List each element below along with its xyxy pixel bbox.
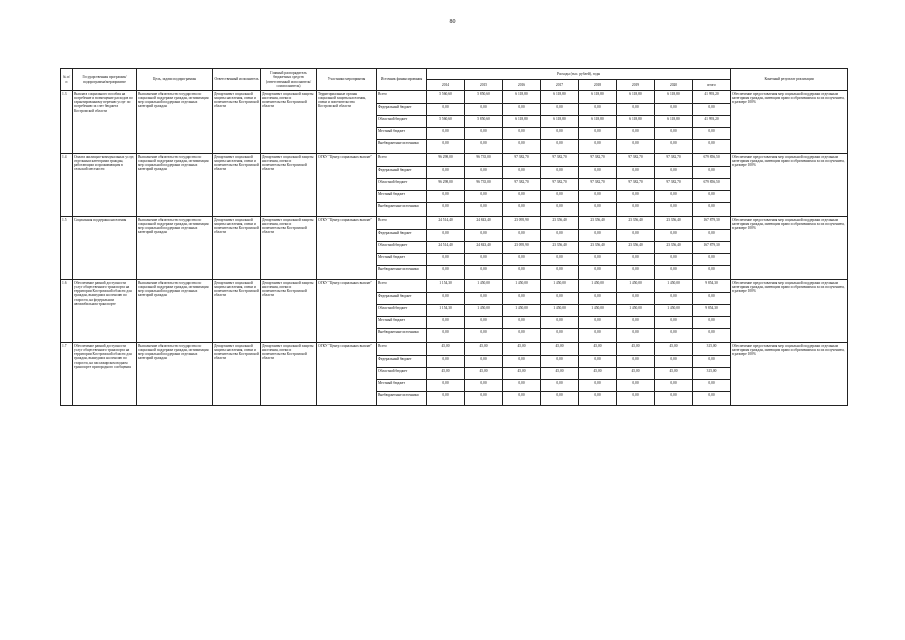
expense-value: 23 356,40 (655, 217, 693, 230)
responsible-executor: Департамент социальной защиты населения, опеки и попечительства Костромской области (213, 91, 261, 154)
participants: ОГКУ "Центр социальных выплат" (317, 280, 377, 343)
expense-value: 0,00 (541, 329, 579, 343)
expense-value: 0,00 (617, 293, 655, 305)
expense-value: 23 095,90 (503, 242, 541, 254)
expense-value: 0,00 (503, 167, 541, 179)
expense-value: 0,00 (617, 191, 655, 203)
expense-value: 0,00 (579, 317, 617, 329)
expense-value: 0,00 (427, 293, 465, 305)
expense-value: 0,00 (427, 230, 465, 242)
expense-value: 23 356,40 (541, 217, 579, 230)
expense-value: 0,00 (579, 380, 617, 392)
expense-value: 0,00 (465, 203, 503, 217)
expense-value: 0,00 (465, 392, 503, 406)
expense-value: 1 450,00 (541, 305, 579, 317)
expense-total: 679 856,50 (693, 154, 731, 167)
expense-value: 0,00 (427, 254, 465, 266)
header-result: Конечный результат реализации (731, 69, 848, 91)
funding-source: Областной бюджет (377, 179, 427, 191)
expense-value: 45,00 (617, 343, 655, 356)
expense-total: 0,00 (693, 167, 731, 179)
expense-total: 0,00 (693, 230, 731, 242)
expense-total: 9 854,30 (693, 280, 731, 293)
expense-value: 23 356,40 (579, 217, 617, 230)
expense-value: 0,00 (541, 392, 579, 406)
participants: ОГКУ "Центр социальных выплат" (317, 217, 377, 280)
expense-total: 0,00 (693, 128, 731, 140)
expense-value: 1 450,00 (579, 280, 617, 293)
expense-value: 0,00 (427, 203, 465, 217)
table-row (61, 217, 848, 230)
expense-value: 0,00 (503, 392, 541, 406)
expense-value: 96 735,00 (465, 179, 503, 191)
header-no: № п/п (61, 69, 73, 91)
expense-value: 45,00 (541, 368, 579, 380)
expense-value: 1 450,00 (465, 305, 503, 317)
expense-value: 0,00 (617, 380, 655, 392)
expense-total: 167 879,30 (693, 242, 731, 254)
header-year: 2019 (617, 80, 655, 91)
expense-value: 0,00 (655, 356, 693, 368)
expense-value: 97 382,70 (655, 154, 693, 167)
expense-value: 6 118,80 (655, 91, 693, 104)
funding-source: Областной бюджет (377, 116, 427, 128)
final-result: Обеспечение предоставления мер социальной поддержки отдельным категориям граждан, имеющим право и обратившимся за их получением, в размере 100% (731, 343, 848, 406)
expense-value: 6 118,80 (617, 91, 655, 104)
header-year: 2020 (655, 80, 693, 91)
header-source: Источник финансирования (377, 69, 427, 91)
expense-value: 0,00 (503, 329, 541, 343)
budget-administrator: Департамент социальной защиты населения, опеки и попечительства Костромской области (261, 91, 317, 154)
expense-value: 0,00 (541, 317, 579, 329)
expense-value: 6 118,80 (503, 116, 541, 128)
expense-value: 45,00 (503, 343, 541, 356)
responsible-executor: Департамент социальной защиты населения, опеки и попечительства Костромской области (213, 343, 261, 406)
expense-value: 1 450,00 (655, 280, 693, 293)
funding-source: Всего (377, 343, 427, 356)
funding-source: Областной бюджет (377, 368, 427, 380)
expense-total: 0,00 (693, 380, 731, 392)
header-admin: Главный распорядитель бюджетных средств (ответственный исполнитель/соисполнитель) (261, 69, 317, 91)
expense-value: 0,00 (579, 392, 617, 406)
row-number: 1.3 (61, 91, 73, 154)
expense-value: 0,00 (503, 380, 541, 392)
header-year: 2015 (465, 80, 503, 91)
expense-value: 1 450,00 (579, 305, 617, 317)
expense-value: 0,00 (503, 317, 541, 329)
expense-value: 0,00 (503, 293, 541, 305)
expense-value: 0,00 (579, 329, 617, 343)
expense-value: 45,00 (655, 343, 693, 356)
expense-value: 0,00 (541, 203, 579, 217)
funding-source: Местный бюджет (377, 128, 427, 140)
expense-value: 0,00 (541, 128, 579, 140)
expense-value: 0,00 (617, 329, 655, 343)
table-body (61, 91, 848, 406)
expense-value: 0,00 (427, 317, 465, 329)
expense-value: 0,00 (617, 392, 655, 406)
header-year: 2016 (503, 80, 541, 91)
expense-value: 0,00 (427, 140, 465, 154)
expense-value: 0,00 (579, 191, 617, 203)
expense-total: 0,00 (693, 293, 731, 305)
expense-value: 23 356,40 (579, 242, 617, 254)
expense-value: 0,00 (503, 266, 541, 280)
program-name: Обеспечение равной доступности услуг общественного транспорта на территории Костромской области для граждан, вышедших на пенсию по старости, на пассажирском водном транспорте пригородного сообщения (73, 343, 137, 406)
expense-value: 24 843,40 (465, 242, 503, 254)
expense-value: 97 382,70 (617, 154, 655, 167)
expense-value: 1 450,00 (655, 305, 693, 317)
expense-value: 6 118,80 (579, 116, 617, 128)
expense-value: 0,00 (655, 203, 693, 217)
expense-value: 0,00 (427, 266, 465, 280)
expense-value: 0,00 (541, 167, 579, 179)
final-result: Обеспечение предоставления мер социальной поддержки отдельным категориям граждан, имеющим право и обратившимся за их получением, в размере 100% (731, 154, 848, 217)
expense-value: 45,00 (427, 343, 465, 356)
expense-value: 45,00 (427, 368, 465, 380)
expense-value: 0,00 (541, 380, 579, 392)
expense-value: 0,00 (655, 293, 693, 305)
expense-value: 0,00 (655, 104, 693, 116)
header-year: 2014 (427, 80, 465, 91)
expense-total: 41 993,20 (693, 116, 731, 128)
expense-value: 0,00 (465, 293, 503, 305)
expense-value: 6 118,80 (655, 116, 693, 128)
expense-value: 97 382,70 (541, 179, 579, 191)
expense-total: 0,00 (693, 392, 731, 406)
expense-value: 0,00 (427, 356, 465, 368)
expense-value: 6 118,80 (617, 116, 655, 128)
expense-total: 41 993,20 (693, 91, 731, 104)
expense-value: 97 382,70 (579, 154, 617, 167)
expense-value: 0,00 (427, 104, 465, 116)
expense-value: 1 450,00 (503, 305, 541, 317)
header-expenses: Расходы (тыс. рублей), годы (427, 69, 731, 80)
expense-total: 0,00 (693, 140, 731, 154)
expense-value: 0,00 (655, 191, 693, 203)
expense-value: 96 735,00 (465, 154, 503, 167)
funding-source: Внебюджетные источники (377, 392, 427, 406)
expense-value: 0,00 (465, 140, 503, 154)
expense-value: 0,00 (427, 380, 465, 392)
expense-value: 0,00 (503, 191, 541, 203)
expense-value: 0,00 (427, 128, 465, 140)
responsible-executor: Департамент социальной защиты населения, опеки и попечительства Костромской области (213, 280, 261, 343)
expense-value: 5 850,60 (465, 116, 503, 128)
funding-source: Федеральный бюджет (377, 104, 427, 116)
expense-value: 0,00 (579, 128, 617, 140)
participants: ОГКУ "Центр социальных выплат" (317, 343, 377, 406)
row-number: 1.6 (61, 280, 73, 343)
row-number: 1.7 (61, 343, 73, 406)
expense-value: 0,00 (655, 128, 693, 140)
expense-value: 0,00 (541, 230, 579, 242)
expense-value: 45,00 (579, 343, 617, 356)
expense-value: 0,00 (465, 230, 503, 242)
expense-value: 0,00 (617, 317, 655, 329)
funding-source: Всего (377, 91, 427, 104)
table-row (61, 154, 848, 167)
expense-value: 0,00 (655, 392, 693, 406)
header-program: Государственная программа/подпрограмма/мероприятие (73, 69, 137, 91)
expense-value: 0,00 (465, 329, 503, 343)
expense-value: 0,00 (465, 266, 503, 280)
budget-administrator: Департамент социальной защиты населения, опеки и попечительства Костромской области (261, 343, 317, 406)
funding-source: Федеральный бюджет (377, 293, 427, 305)
table-row (61, 343, 848, 356)
page-number: 80 (449, 19, 456, 25)
expense-value: 0,00 (655, 266, 693, 280)
funding-source: Внебюджетные источники (377, 266, 427, 280)
expense-value: 0,00 (541, 191, 579, 203)
funding-source: Всего (377, 154, 427, 167)
expense-value: 0,00 (655, 317, 693, 329)
expense-value: 97 382,70 (579, 179, 617, 191)
expense-value: 23 356,40 (617, 217, 655, 230)
expense-value: 0,00 (617, 167, 655, 179)
expense-value: 23 356,40 (541, 242, 579, 254)
expense-value: 0,00 (465, 254, 503, 266)
expense-value: 0,00 (655, 167, 693, 179)
expense-value: 97 382,70 (541, 154, 579, 167)
expense-value: 0,00 (465, 128, 503, 140)
expense-value: 0,00 (579, 356, 617, 368)
expense-value: 0,00 (617, 356, 655, 368)
expense-value: 0,00 (655, 380, 693, 392)
expense-total: 679 856,50 (693, 179, 731, 191)
expense-value: 0,00 (465, 191, 503, 203)
funding-source: Областной бюджет (377, 305, 427, 317)
expense-total: 0,00 (693, 317, 731, 329)
row-number: 1.5 (61, 217, 73, 280)
expense-value: 0,00 (579, 254, 617, 266)
program-goal: Выполнение обязательств государства по социальной поддержке граждан, оптимизация мер социальной поддержки отдельных категорий граждан (137, 154, 213, 217)
expense-total: 0,00 (693, 203, 731, 217)
expense-total: 0,00 (693, 254, 731, 266)
program-name: Обеспечение равной доступности услуг общественного транспорта на территории Костромской области для граждан, вышедших на пенсию по старости, на федеральном автомобильном транспорте (73, 280, 137, 343)
expense-value: 6 118,80 (541, 116, 579, 128)
expense-value: 5 560,60 (427, 91, 465, 104)
expense-value: 24 514,40 (427, 217, 465, 230)
expense-total: 0,00 (693, 104, 731, 116)
expense-value: 5 850,60 (465, 91, 503, 104)
funding-source: Областной бюджет (377, 242, 427, 254)
expense-value: 6 118,80 (503, 91, 541, 104)
expense-value: 0,00 (579, 203, 617, 217)
expense-value: 1 154,30 (427, 280, 465, 293)
funding-source: Всего (377, 280, 427, 293)
expense-value: 0,00 (465, 104, 503, 116)
header-total: итого (693, 80, 731, 91)
expense-value: 96 298,00 (427, 154, 465, 167)
expense-value: 0,00 (503, 254, 541, 266)
program-goal: Выполнение обязательств государства по социальной поддержке граждан, оптимизация мер социальной поддержки отдельных категорий граждан (137, 91, 213, 154)
expense-value: 5 560,60 (427, 116, 465, 128)
expense-value: 0,00 (503, 230, 541, 242)
expense-value: 45,00 (579, 368, 617, 380)
expense-value: 0,00 (617, 203, 655, 217)
participants: ОГКУ "Центр социальных выплат" (317, 154, 377, 217)
expense-total: 0,00 (693, 191, 731, 203)
funding-source: Всего (377, 217, 427, 230)
program-goal: Выполнение обязательств государства по социальной поддержке граждан, оптимизация мер социальной поддержки отдельных категорий граждан (137, 217, 213, 280)
funding-source: Внебюджетные источники (377, 140, 427, 154)
expense-value: 0,00 (541, 356, 579, 368)
expense-value: 45,00 (541, 343, 579, 356)
expense-value: 23 356,40 (617, 242, 655, 254)
expense-value: 97 382,70 (503, 179, 541, 191)
expense-value: 0,00 (617, 140, 655, 154)
funding-source: Федеральный бюджет (377, 167, 427, 179)
budget-administrator: Департамент социальной защиты населения, опеки и попечительства Костромской области (261, 280, 317, 343)
program-name: Социальная поддержка населения (73, 217, 137, 280)
expense-value: 23 095,90 (503, 217, 541, 230)
expense-value: 0,00 (655, 140, 693, 154)
expense-value: 45,00 (503, 368, 541, 380)
final-result: Обеспечение предоставления мер социальной поддержки отдельным категориям граждан, имеющим право и обратившимся за их получением, в размере 100% (731, 91, 848, 154)
header-executor: Ответственный исполнитель (213, 69, 261, 91)
expense-value: 0,00 (617, 104, 655, 116)
expense-value: 1 450,00 (617, 305, 655, 317)
program-table (60, 68, 848, 406)
program-name: Оплата жилищно-коммунальных услуг, отдельным категориям граждан, работающим и проживающим в сельской местности (73, 154, 137, 217)
funding-source: Местный бюджет (377, 317, 427, 329)
expense-total: 0,00 (693, 356, 731, 368)
expense-total: 0,00 (693, 266, 731, 280)
expense-value: 0,00 (465, 380, 503, 392)
expense-value: 0,00 (427, 191, 465, 203)
expense-value: 0,00 (655, 230, 693, 242)
funding-source: Местный бюджет (377, 254, 427, 266)
funding-source: Местный бюджет (377, 191, 427, 203)
participants: Территориальные органы социальной защиты населения, опеки и попечительства Костромской области (317, 91, 377, 154)
responsible-executor: Департамент социальной защиты населения, опеки и попечительства Костромской области (213, 154, 261, 217)
expense-value: 96 298,00 (427, 179, 465, 191)
expense-value: 0,00 (579, 104, 617, 116)
funding-source: Федеральный бюджет (377, 356, 427, 368)
expense-value: 0,00 (579, 167, 617, 179)
expense-value: 0,00 (541, 104, 579, 116)
final-result: Обеспечение предоставления мер социальной поддержки отдельным категориям граждан, имеющим право и обратившимся за их получением, в размере 100% (731, 280, 848, 343)
expense-value: 0,00 (503, 104, 541, 116)
expense-value: 0,00 (541, 266, 579, 280)
expense-value: 24 843,40 (465, 217, 503, 230)
expense-value: 45,00 (465, 343, 503, 356)
expense-value: 97 382,70 (503, 154, 541, 167)
program-name: Выплата социального пособия на погребение и возмещение расходов по гарантированному перечню услуг по погребению за счет бюджета Костромской области (73, 91, 137, 154)
expense-value: 23 356,40 (655, 242, 693, 254)
funding-source: Внебюджетные источники (377, 203, 427, 217)
expense-value: 0,00 (579, 293, 617, 305)
row-number: 1.4 (61, 154, 73, 217)
header-goal: Цель, задачи подпрограммы (137, 69, 213, 91)
expense-value: 45,00 (617, 368, 655, 380)
expense-value: 24 514,40 (427, 242, 465, 254)
expense-value: 0,00 (617, 128, 655, 140)
funding-source: Местный бюджет (377, 380, 427, 392)
expense-value: 45,00 (465, 368, 503, 380)
header-participants: Участники мероприятия (317, 69, 377, 91)
expense-value: 1 450,00 (617, 280, 655, 293)
expense-value: 1 450,00 (541, 280, 579, 293)
expense-value: 0,00 (427, 167, 465, 179)
expense-value: 0,00 (655, 329, 693, 343)
final-result: Обеспечение предоставления мер социальной поддержки отдельным категориям граждан, имеющим право и обратившимся за их получением, в размере 100% (731, 217, 848, 280)
expense-value: 45,00 (655, 368, 693, 380)
table-row (61, 280, 848, 293)
expense-value: 0,00 (655, 254, 693, 266)
expense-value: 0,00 (579, 230, 617, 242)
expense-value: 0,00 (465, 356, 503, 368)
expense-value: 0,00 (427, 329, 465, 343)
expense-value: 1 450,00 (503, 280, 541, 293)
expense-value: 0,00 (579, 140, 617, 154)
expense-value: 0,00 (503, 203, 541, 217)
budget-administrator: Департамент социальной защиты населения, опеки и попечительства Костромской области (261, 154, 317, 217)
expense-value: 0,00 (503, 128, 541, 140)
expense-value: 0,00 (541, 293, 579, 305)
expense-value: 0,00 (503, 356, 541, 368)
expense-value: 0,00 (579, 266, 617, 280)
expense-value: 0,00 (427, 392, 465, 406)
program-goal: Выполнение обязательств государства по социальной поддержке граждан, оптимизация мер социальной поддержки отдельных категорий граждан (137, 343, 213, 406)
expense-total: 0,00 (693, 329, 731, 343)
expense-total: 315,00 (693, 343, 731, 356)
expense-total: 9 854,30 (693, 305, 731, 317)
expense-value: 0,00 (465, 167, 503, 179)
budget-administrator: Департамент социальной защиты населения, опеки и попечительства Костромской области (261, 217, 317, 280)
expense-value: 0,00 (617, 254, 655, 266)
expense-value: 1 450,00 (465, 280, 503, 293)
header-year: 2018 (579, 80, 617, 91)
expense-value: 0,00 (541, 140, 579, 154)
expense-total: 167 879,30 (693, 217, 731, 230)
expense-value: 0,00 (465, 317, 503, 329)
program-goal: Выполнение обязательств государства по социальной поддержке граждан, оптимизация мер социальной поддержки отдельных категорий граждан (137, 280, 213, 343)
responsible-executor: Департамент социальной защиты населения, опеки и попечительства Костромской области (213, 217, 261, 280)
expense-value: 0,00 (541, 254, 579, 266)
header-year: 2017 (541, 80, 579, 91)
expense-value: 0,00 (617, 266, 655, 280)
expense-value: 1 154,30 (427, 305, 465, 317)
expense-value: 0,00 (617, 230, 655, 242)
expense-total: 315,00 (693, 368, 731, 380)
expense-value: 6 118,80 (541, 91, 579, 104)
expense-value: 97 382,70 (655, 179, 693, 191)
expense-value: 6 118,80 (579, 91, 617, 104)
table-row (61, 91, 848, 104)
expense-value: 97 382,70 (617, 179, 655, 191)
expense-value: 0,00 (503, 140, 541, 154)
funding-source: Внебюджетные источники (377, 329, 427, 343)
funding-source: Федеральный бюджет (377, 230, 427, 242)
